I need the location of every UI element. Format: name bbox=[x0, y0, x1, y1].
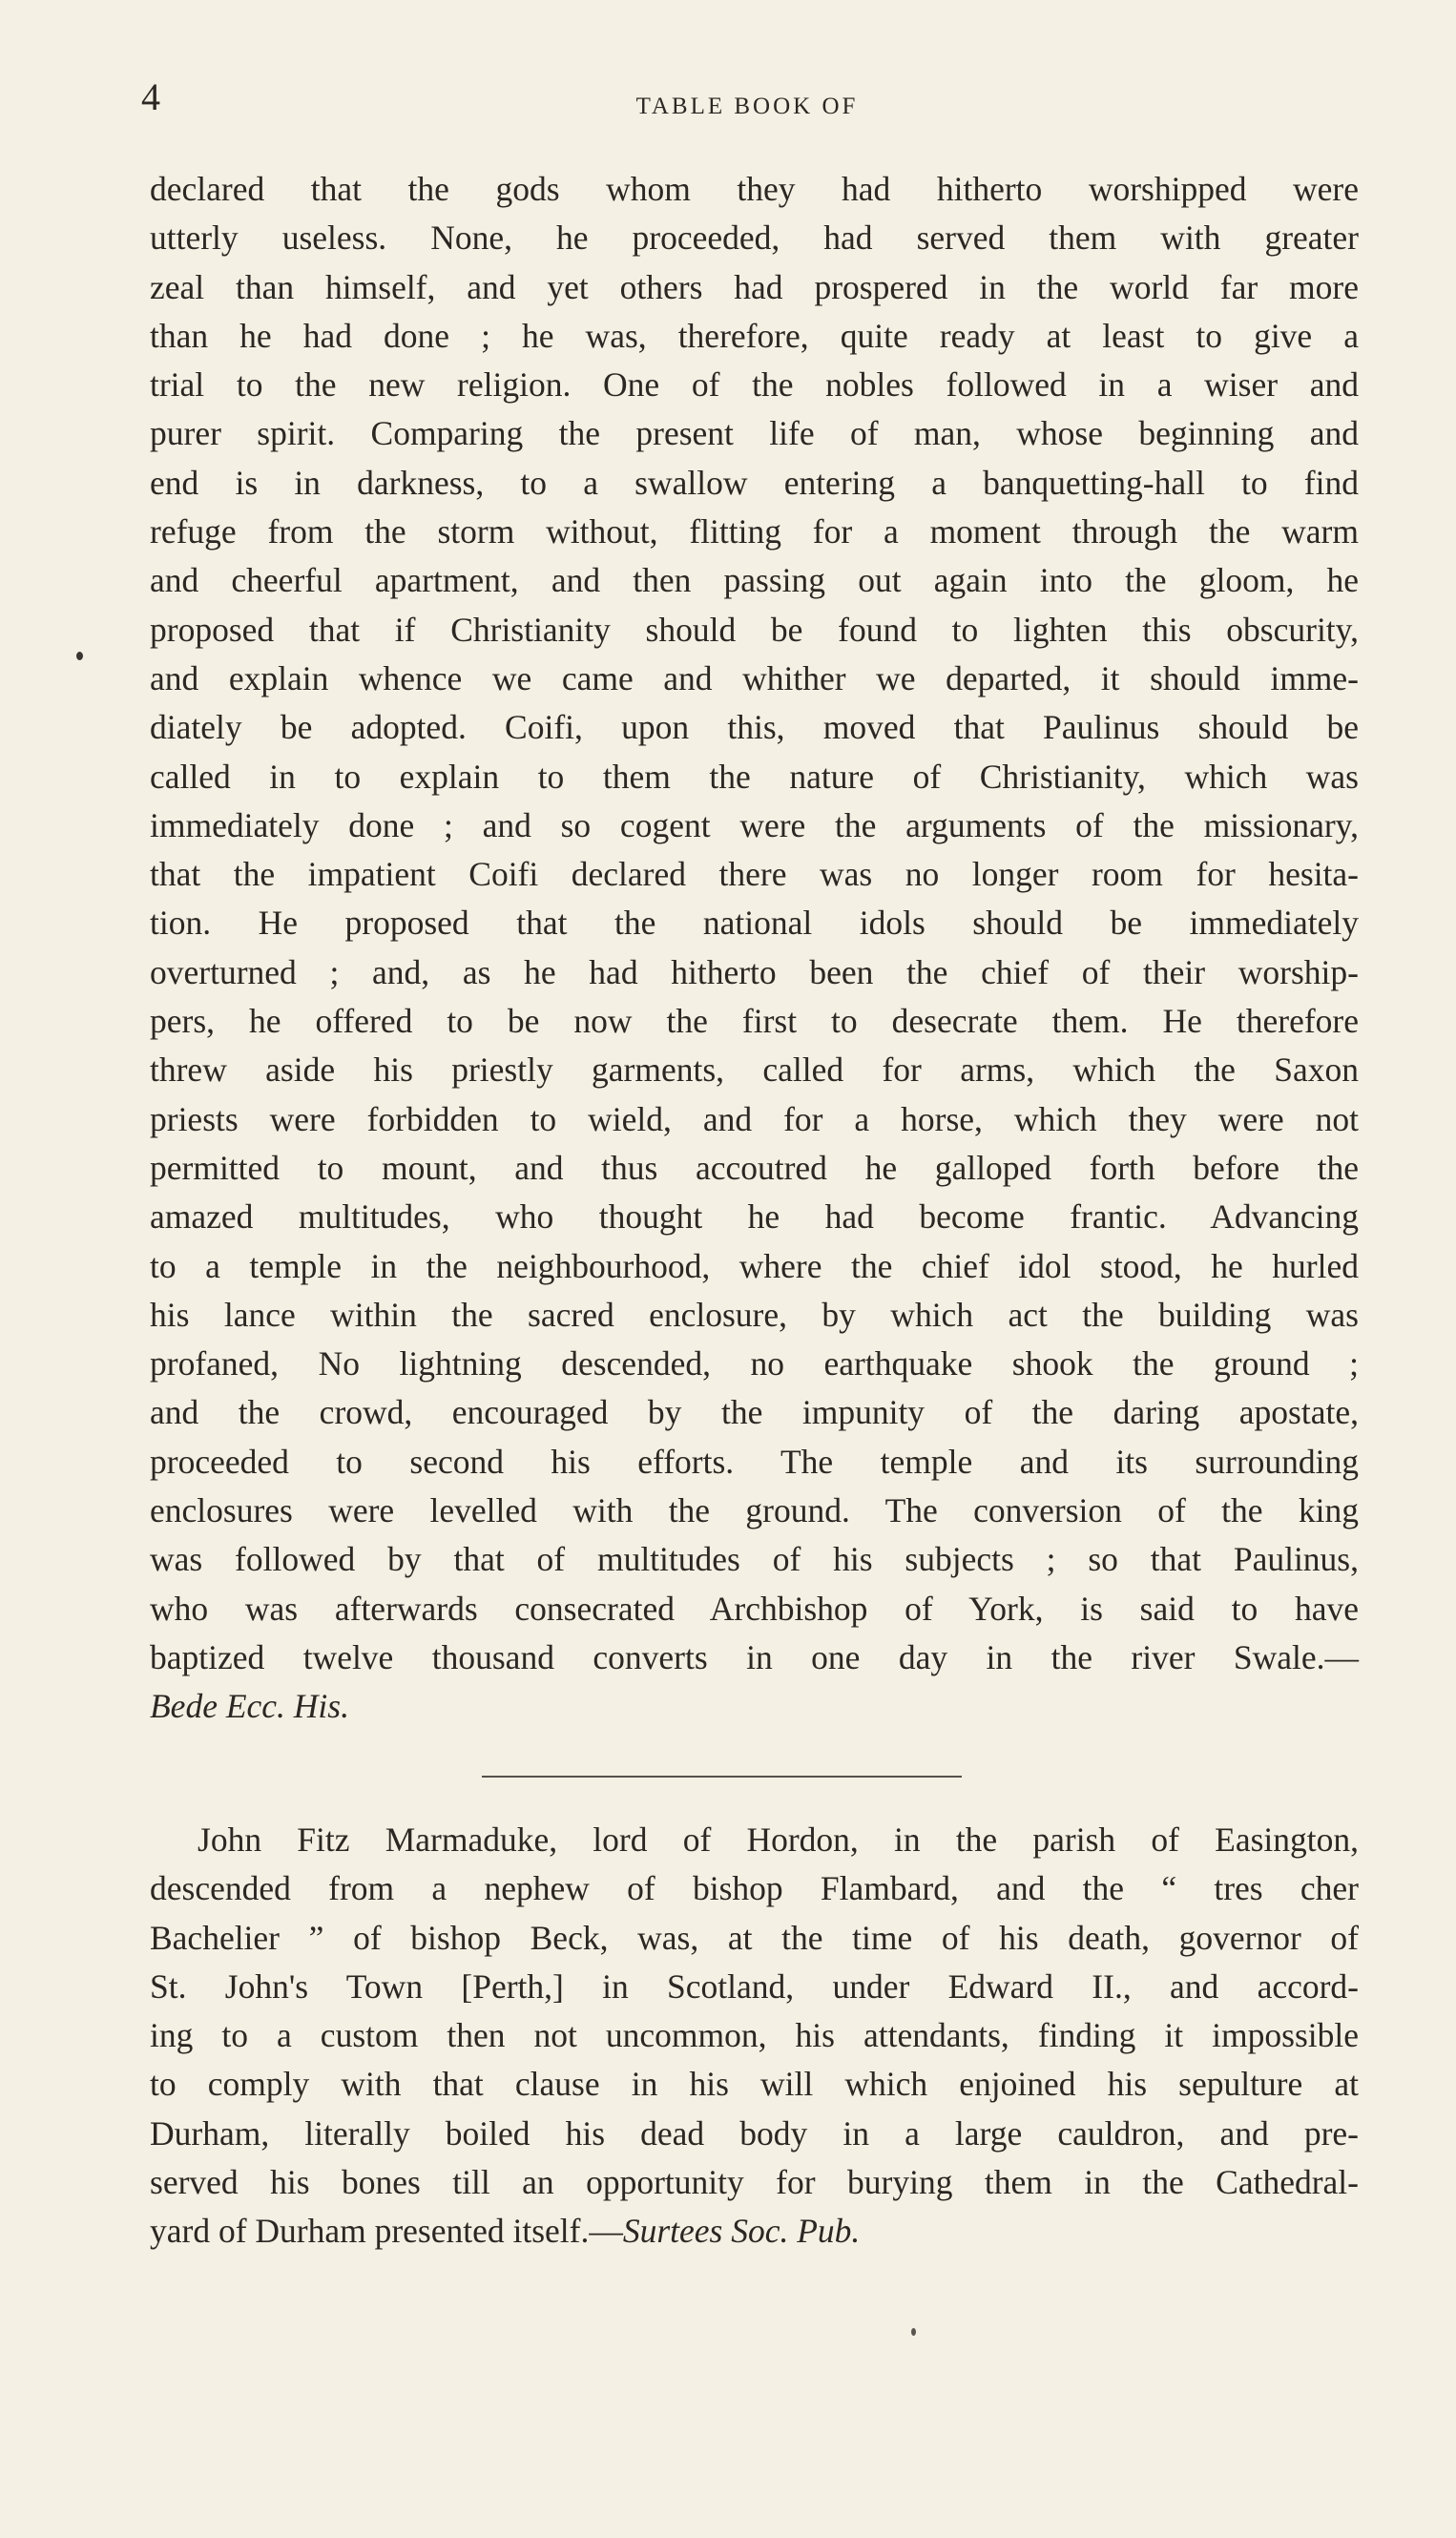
text-line: purer spirit. Comparing the present life of man, whose beginning and bbox=[150, 414, 1359, 453]
text-line: immediately done ; and so cogent were the arguments of the missionary, bbox=[150, 805, 1359, 844]
margin-mark bbox=[76, 652, 83, 660]
text-line: zeal than himself, and yet others had prospered in the world far more bbox=[150, 267, 1359, 306]
text-line: profaned, No lightning descended, no earthquake shook the ground ; bbox=[150, 1344, 1359, 1383]
text-line-final bbox=[150, 2207, 1359, 2256]
citation: Bede Ecc. His. bbox=[150, 1687, 349, 1726]
page-speck bbox=[911, 2328, 916, 2336]
text-line: overturned ; and, as he had hitherto been the chief of their worship- bbox=[150, 952, 1359, 991]
text-line: pers, he offered to be now the first to desecrate them. He therefore bbox=[150, 1002, 1359, 1041]
text-line: and explain whence we came and whither we departed, it should imme- bbox=[150, 658, 1359, 697]
text-line: trial to the new religion. One of the nobles followed in a wiser and bbox=[150, 365, 1359, 405]
text-line: permitted to mount, and thus accoutred he galloped forth before the bbox=[150, 1148, 1359, 1187]
text-line: descended from a nephew of bishop Flambard, and the “ tres cher bbox=[150, 1869, 1359, 1908]
text-line: baptized twelve thousand converts in one day in the river Swale.— bbox=[150, 1637, 1359, 1676]
text-line: tion. He proposed that the national idols should be immediately bbox=[150, 904, 1359, 943]
text-line: was followed by that of multitudes of his subjects ; so that Paulinus, bbox=[150, 1540, 1359, 1579]
text-line: John Fitz Marmaduke, lord of Hordon, in the parish of Easington, bbox=[198, 1820, 1359, 1859]
text-line: priests were forbidden to wield, and for a horse, which they were not bbox=[150, 1099, 1359, 1138]
text-line: St. John's Town [Perth,] in Scotland, under Edward II., and accord- bbox=[150, 1966, 1359, 2006]
page-number: 4 bbox=[141, 75, 160, 118]
paragraph-marmaduke bbox=[150, 1816, 1359, 2257]
text-line: proceeded to second his efforts. The temple and its surrounding bbox=[150, 1442, 1359, 1481]
text-line: to a temple in the neighbourhood, where the chief idol stood, he hurled bbox=[150, 1246, 1359, 1285]
text-line: declared that the gods whom they had hitherto worshipped were bbox=[150, 170, 1359, 208]
final-line-text: yard of Durham presented itself.— bbox=[150, 2212, 623, 2251]
text-line: his lance within the sacred enclosure, by which act the building was bbox=[150, 1295, 1359, 1334]
text-line: and cheerful apartment, and then passing out again into the gloom, he bbox=[150, 561, 1359, 600]
text-line: Durham, literally boiled his dead body in a large cauldron, and pre- bbox=[150, 2113, 1359, 2153]
text-line: than he had done ; he was, therefore, quite ready at least to give a bbox=[150, 316, 1359, 355]
text-line: called in to explain to them the nature of Christianity, which was bbox=[150, 757, 1359, 796]
text-line: Bachelier ” of bishop Beck, was, at the time of his death, governor of bbox=[150, 1918, 1359, 1957]
text-line: refuge from the storm without, flitting for a moment through the warm bbox=[150, 512, 1359, 551]
text-line: end is in darkness, to a swallow entering a banquetting-hall to find bbox=[150, 463, 1359, 502]
running-head: TABLE BOOK OF bbox=[635, 94, 859, 119]
citation: Surtees Soc. Pub. bbox=[622, 2212, 861, 2251]
text-line: ing to a custom then not uncommon, his attendants, finding it impossible bbox=[150, 2016, 1359, 2055]
text-line: proposed that if Christianity should be found to lighten this obscurity, bbox=[150, 610, 1359, 649]
text-line: and the crowd, encouraged by the impunity of the daring apostate, bbox=[150, 1393, 1359, 1432]
text-line: served his bones till an opportunity for burying them in the Cathedral- bbox=[150, 2163, 1359, 2202]
text-line: threw aside his priestly garments, called for arms, which the Saxon bbox=[150, 1051, 1359, 1090]
text-line: amazed multitudes, who thought he had become frantic. Advancing bbox=[150, 1197, 1359, 1237]
text-line: to comply with that clause in his will which enjoined his sepulture at bbox=[150, 2065, 1359, 2104]
paragraph-bede bbox=[150, 165, 1359, 1732]
text-line: diately be adopted. Coifi, upon this, moved that Paulinus should be bbox=[150, 708, 1359, 747]
text-line: utterly useless. None, he proceeded, had served them with greater bbox=[150, 218, 1359, 258]
section-divider bbox=[482, 1776, 962, 1778]
text-line: who was afterwards consecrated Archbishop of York, is said to have bbox=[150, 1589, 1359, 1628]
text-line: that the impatient Coifi declared there was no longer room for hesita- bbox=[150, 855, 1359, 894]
text-line: enclosures were levelled with the ground. The conversion of the king bbox=[150, 1491, 1359, 1530]
